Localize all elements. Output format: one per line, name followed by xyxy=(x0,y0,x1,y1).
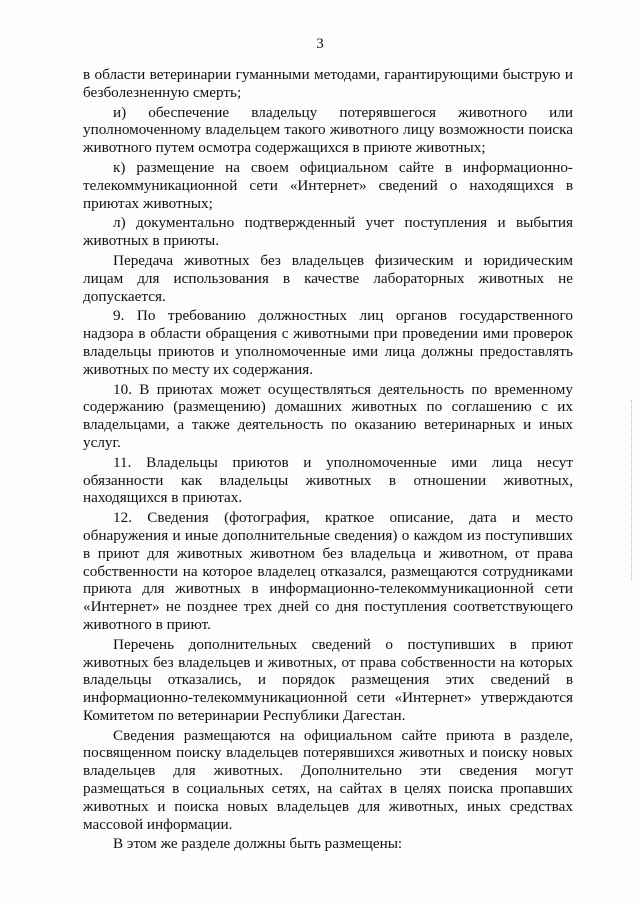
paragraph-continuation: в области ветеринарии гуманными методами, гарантирующими быструю и безболезненную смерть; xyxy=(83,66,573,101)
scan-margin-marks xyxy=(629,400,632,580)
paragraph-11: 11. Владельцы приютов и уполномоченные ими лица несут обязанности как владельцы животных в отношении животных, находящихся в приютах. xyxy=(83,453,573,507)
document-body xyxy=(83,66,573,855)
page-number: 3 xyxy=(316,36,324,52)
paragraph-item-k: к) размещение на своем официальном сайте в информационно-телекоммуникационной сети «Интернет» сведений о находящихся в приютах животных; xyxy=(83,158,573,212)
paragraph-lab-animals: Передача животных без владельцев физическим и юридическим лицам для использования в качестве лабораторных животных не допускается. xyxy=(83,251,573,305)
paragraph-list-of-info: Перечень дополнительных сведений о поступивших в приют животных без владельцев и животных, от права собственности на которых владельцы отказались, и порядок размещения этих сведений в информационно-телекоммуникационной сети «Интернет» утверждаются Комитетом по ветеринарии Республики Дагестан. xyxy=(83,635,573,724)
paragraph-section-intro: В этом же разделе должны быть размещены: xyxy=(113,835,403,853)
paragraph-12: 12. Сведения (фотография, краткое описание, дата и место обнаружения и иные дополнительные сведения) о каждом из поступивших в приют для животных животном без владельца и животном, от права собственности на которое владелец отказался, размещаются сотрудниками приюта для животных в информационно-телекоммуникационной сети «Интернет» не позднее трех дней со дня поступления соответствующего животного в приют. xyxy=(83,509,573,633)
paragraph-10: 10. В приютах может осуществляться деятельность по временному содержанию (размещению) домашних животных по соглашению с их владельцами, а также деятельность по оказанию ветеринарных и иных услуг. xyxy=(83,380,573,451)
paragraph-item-l: л) документально подтвержденный учет поступления и выбытия животных в приюты. xyxy=(83,214,573,250)
paragraph-info-posting: Сведения размещаются на официальном сайте приюта в разделе, посвященном поиску владельцев потерявшихся животных и поиску новых владельцев для животных. Дополнительно эти сведения могут размещаться в социальных сетях, на сайтах в целях поиска пропавших животных и поиска новых владельцев для животных, иных средствах массовой информации. xyxy=(83,726,573,833)
paragraph-9: 9. По требованию должностных лиц органов государственного надзора в области обращения с животными при проведении ими проверок владельцы приютов и уполномоченные ими лица должны предоставлять животных по месту их содержания. xyxy=(83,307,573,378)
paragraph-item-i: и) обеспечение владельцу потерявшегося животного или уполномоченному владельцем такого животного лицу возможности поиска животного путем осмотра содержащихся в приюте животных; xyxy=(83,103,573,157)
